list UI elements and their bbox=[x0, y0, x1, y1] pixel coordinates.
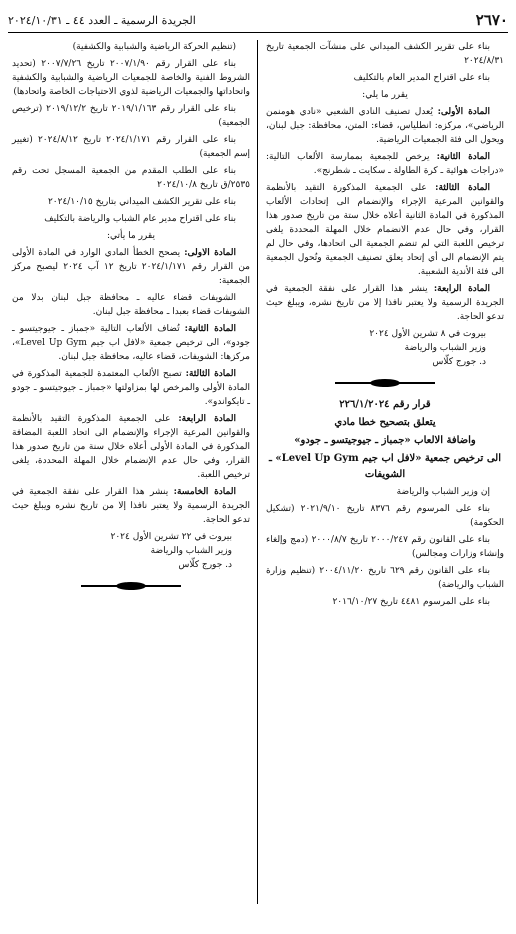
article-text: على الجمعية المذكورة التقيد بالأنظمة والقوانين المرعية الإجراء والإنضمام الى اتحاد اللعبة المضافة المذكورة في المادة الأولى أعلاه خلال سنة من تاريخ صدور هذا القرار، وفي حال عدم الإنضمام خلال المهلة المحددة، يلغى ترخيص اللعبة. bbox=[12, 414, 250, 480]
article-text: تُضاف الألعاب التالية «جمباز ـ جيوجيتسو ـ جودو»، الى ترخيص جمعية «لافل اب جيم Level Up Gym»، مركزها: الشويفات، قضاء عاليه، محافظة جبل لبنان. bbox=[12, 324, 250, 362]
article bbox=[12, 367, 250, 409]
article-label: المادة الثانية: bbox=[436, 152, 490, 162]
date-line: بيروت في ٢٢ تشرين الأول ٢٠٢٤ bbox=[110, 532, 232, 542]
article bbox=[12, 246, 250, 288]
signer-name: د. جورج كلّاس bbox=[178, 560, 232, 570]
article bbox=[12, 485, 250, 527]
paragraph: بناء على الطلب المقدم من الجمعية المسجل تحت رقم ٢٥٣٥/ق تاريخ ٢٠٢٤/١٠/٨ bbox=[12, 166, 250, 190]
paragraph: بناء على القرار رقم ٢٠٠٧/١/٩٠ تاريخ ٢٠٠٧/٧/٢٦ (تحديد الشروط الفنية والخاصة للجمعيات الرياضية والشبابية والكشفية واتحاداتها والجمعيات الرياضية لذوي الاحتياجات الخاصة واتحادها) bbox=[12, 59, 250, 97]
decides-line: يقرر ما يأتي: bbox=[107, 231, 155, 241]
article-label: المادة الثالثة: bbox=[185, 369, 236, 379]
separator-ornament bbox=[335, 379, 435, 387]
paragraph: الشويفات قضاء عاليه ـ محافظة جبل لبنان بدلا من الشويفات قضاء بعبدا ـ محافظة جبل لبنان. bbox=[12, 293, 250, 317]
article-label: المادة الخامسة: bbox=[173, 487, 236, 497]
article-text: يُعدل تصنيف النادي الشعبي «نادي هومنمن الرياضي»، مركزه: انطلياس، قضاء: المتن، محافظة: جبل لبنان، ويحول الى فئة الجمعيات الرياضية. bbox=[266, 107, 504, 145]
paragraph: بناء على القانون رقم ٢٠٠٠/٢٤٧ تاريخ ٢٠٠٠/٨/٧ (دمج وإلغاء وإنشاء وزارات ومجالس) bbox=[266, 535, 504, 559]
paragraph: بناء على المرسوم ٤٤٨١ تاريخ ٢٠١٦/١٠/٢٧ bbox=[332, 597, 490, 607]
article bbox=[266, 282, 504, 324]
decision-title: الى ترخيص جمعية «لافل اب جيم Level Up Gym» ـ الشويفات bbox=[269, 453, 501, 480]
column-divider bbox=[257, 40, 258, 904]
paragraph: بناء على تقرير الكشف الميداني بتاريخ ٢٠٢٤/١٠/١٥ bbox=[47, 197, 236, 207]
decision-title: يتعلق بتصحيح خطا مادي bbox=[334, 417, 436, 428]
article-text: تصبح الألعاب المعتمدة للجمعية المذكورة في المادة الأولى والمرخص لها بمزاولتها «جمباز ـ جيوجيتسو ـ جودو ـ تايكواندو». bbox=[12, 369, 250, 407]
decision-number: قرار رقم ٢٢٦/١/٢٠٢٤ bbox=[339, 399, 431, 410]
article bbox=[266, 181, 504, 279]
article bbox=[12, 412, 250, 482]
decides-line: يقرر ما يلي: bbox=[362, 90, 408, 100]
paragraph: بناء على القرار رقم ٢٠٢٤/١/١٧١ تاريخ ٢٠٢٤/٨/١٢ (تغيير إسم الجمعية) bbox=[12, 135, 250, 159]
paragraph: (تنظيم الحركة الرياضية والشبابية والكشفية) bbox=[72, 42, 236, 52]
minister-title: وزير الشباب والرياضة bbox=[404, 343, 486, 353]
paragraph: بناء على اقتراح مدير عام الشباب والرياضة بالتكليف bbox=[44, 214, 236, 224]
paragraph: بناء على تقرير الكشف الميداني على منشآت الجمعية تاريخ ٢٠٢٤/٨/٣١ bbox=[266, 42, 504, 66]
separator-ornament bbox=[81, 582, 181, 590]
article-label: المادة الرابعة: bbox=[178, 414, 236, 424]
paragraph: بناء على القانون رقم ٦٢٩ تاريخ ٢٠٠٤/١١/٢٠ (تنظيم وزارة الشباب والرياضة) bbox=[266, 566, 504, 590]
article-label: المادة الثالثة: bbox=[435, 183, 490, 193]
opening-line: إن وزير الشباب والرياضة bbox=[396, 487, 490, 497]
article-text: ينشر هذا القرار على نفقة الجمعية في الجريدة الرسمية ولا يعتبر نافذا إلا من تاريخ نشره، ويبلغ حيث تدعو الحاجة. bbox=[266, 284, 504, 322]
page-header bbox=[8, 8, 508, 33]
right-column bbox=[266, 40, 504, 926]
article bbox=[266, 105, 504, 147]
page-number: ٢٦٧٠ bbox=[475, 11, 508, 29]
article-text: يرخص للجمعية بممارسة الألعاب التالية: «دراجات هوائية ـ كرة الطاولة ـ سكايت ـ شطرنج». bbox=[266, 152, 504, 176]
article-label: المادة الرابعة: bbox=[433, 284, 490, 294]
article-label: المادة الأولى: bbox=[437, 107, 490, 117]
date-line: بيروت في ٨ تشرين الأول ٢٠٢٤ bbox=[369, 329, 486, 339]
article-text: ينشر هذا القرار على نفقة الجمعية في الجريدة الرسمية ولا يعتبر نافذا إلا من تاريخ نشره ويبلغ حيث تدعو الحاجة. bbox=[12, 487, 250, 525]
article-label: المادة الثانية: bbox=[184, 324, 236, 334]
paragraph: بناء على اقتراح المدير العام بالتكليف bbox=[353, 73, 490, 83]
article bbox=[12, 322, 250, 364]
publication-info: الجريدة الرسمية ـ العدد ٤٤ ـ ٢٠٢٤/١٠/٣١ bbox=[8, 13, 196, 27]
paragraph: بناء على القرار رقم ٢٠١٩/١/١٦٣ تاريخ ٢٠١٩/١٢/٢ (ترخيص الجمعية) bbox=[12, 104, 250, 128]
signer-name: د. جورج كلّاس bbox=[432, 357, 486, 367]
article-text: على الجمعية المذكورة التقيد بالأنظمة والقوانين المرعية الإجراء والإنضمام الى إتحادات الألعاب المذكورة في المادة الثانية أعلاه خلال ستة من تاريخ صدور هذا القرار، وفي حال عدم الانضمام خلال المهلة المحددة يلغى ترخيص اللعبة التي لم تنضم الجمعية الى اتحادها، وفي حال لم يتم الإنضمام الى أي إتحاد يعلق تصنيف الجمعية وتُحول الجمعية الى فئة الأندية الشعبية. bbox=[266, 183, 504, 277]
minister-title: وزير الشباب والرياضة bbox=[150, 546, 232, 556]
article bbox=[266, 150, 504, 178]
left-column bbox=[12, 40, 250, 926]
decision-title: واضافة الالعاب «جمباز ـ جيوجيتسو ـ جودو» bbox=[294, 435, 476, 446]
article-label: المادة الاولى: bbox=[184, 248, 236, 258]
article-text: يصحح الخطأ المادي الوارد في المادة الأولى من القرار رقم ٢٠٢٤/١/١٧١ تاريخ ١٢ آب ٢٠٢٤ ليصبح مركز الجمعية: bbox=[12, 248, 250, 286]
paragraph: بناء على المرسوم رقم ٨٣٧٦ تاريخ ٢٠٢١/٩/١٠ (تشكيل الحكومة) bbox=[266, 504, 504, 528]
